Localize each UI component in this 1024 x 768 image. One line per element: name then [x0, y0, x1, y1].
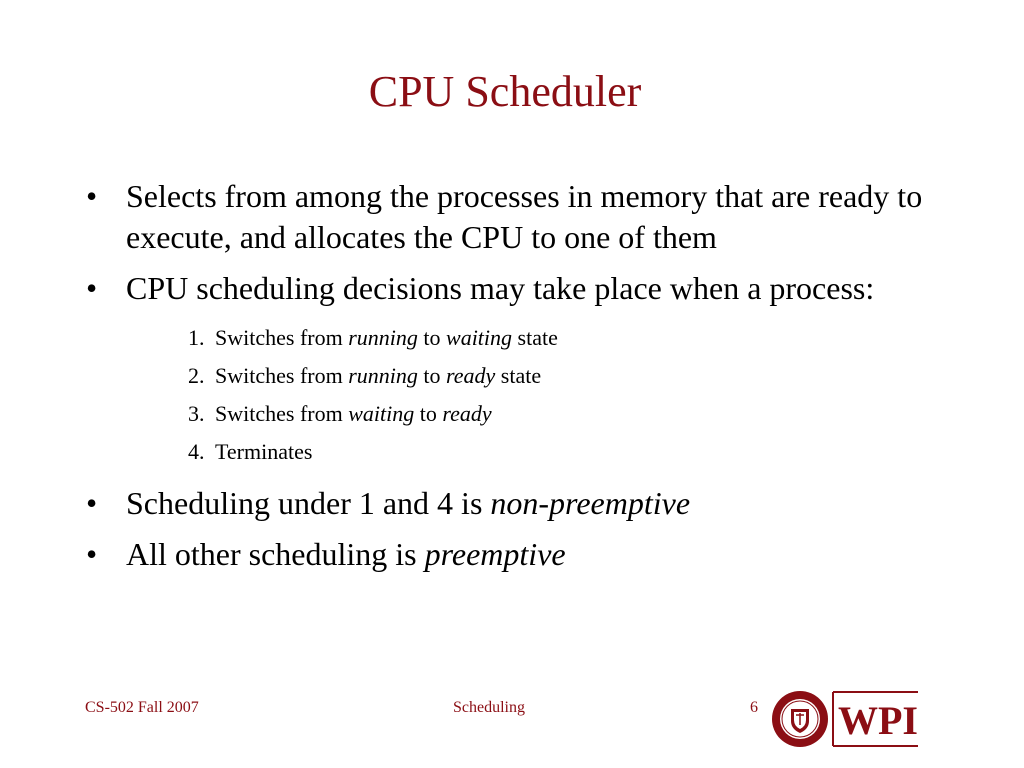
slide-title: CPU Scheduler — [368, 67, 642, 116]
footer-page-number: 6 — [750, 699, 758, 716]
item-number: 3. — [188, 401, 205, 426]
item-number: 1. — [188, 325, 205, 350]
item-number: 4. — [188, 439, 205, 464]
text-run: Scheduling under 1 and 4 is — [126, 485, 491, 521]
numbered-item — [86, 319, 966, 357]
text-run: state — [495, 363, 542, 388]
bullet-text — [126, 178, 922, 255]
emphasized-text: running — [348, 325, 418, 350]
numbered-item-text — [215, 325, 558, 350]
wpi-seal-icon — [772, 691, 828, 747]
bullet-text — [126, 485, 690, 521]
emphasized-text: ready — [446, 363, 496, 388]
numbered-item — [86, 395, 966, 433]
numbered-item-text — [215, 439, 312, 464]
text-run: to — [417, 363, 447, 388]
footer-course: CS-502 Fall 2007 — [85, 699, 199, 716]
numbered-item — [86, 433, 966, 471]
text-run: Switches from — [215, 363, 349, 388]
text-run: to — [417, 325, 447, 350]
text-run: Switches from — [215, 401, 349, 426]
bullet-item — [86, 534, 966, 575]
emphasized-text: running — [348, 363, 418, 388]
bullet-item — [86, 176, 966, 258]
wpi-logo — [770, 689, 920, 749]
bullet-item — [86, 268, 966, 309]
text-run: Switches from — [215, 325, 349, 350]
wpi-logo-text: WPI — [838, 698, 918, 743]
numbered-item — [86, 357, 966, 395]
bullet-marker: • — [86, 485, 98, 521]
bullet-marker: • — [86, 270, 98, 306]
text-run: Selects from among the processes in memory that are ready to execute, and allocates the CPU to one of them — [126, 178, 923, 255]
bullet-marker: • — [86, 178, 98, 214]
text-run: state — [512, 325, 558, 350]
emphasized-text: ready — [442, 401, 492, 426]
bullet-marker: • — [86, 536, 98, 572]
text-run: Terminates — [215, 439, 313, 464]
bullet-text — [126, 270, 874, 306]
numbered-sublist — [86, 319, 966, 471]
emphasized-text: waiting — [348, 401, 415, 426]
bullet-text — [126, 536, 566, 572]
emphasized-text: waiting — [446, 325, 513, 350]
item-number: 2. — [188, 363, 205, 388]
text-run: CPU scheduling decisions may take place when a process: — [126, 270, 875, 306]
emphasized-text: non-preemptive — [490, 485, 691, 521]
numbered-item-text — [215, 363, 541, 388]
text-run: All other scheduling is — [126, 536, 425, 572]
footer-topic: Scheduling — [453, 699, 525, 716]
text-run: to — [414, 401, 443, 426]
bullet-list — [86, 176, 966, 585]
bullet-item — [86, 483, 966, 524]
numbered-item-text — [215, 401, 492, 426]
emphasized-text: preemptive — [424, 536, 566, 572]
